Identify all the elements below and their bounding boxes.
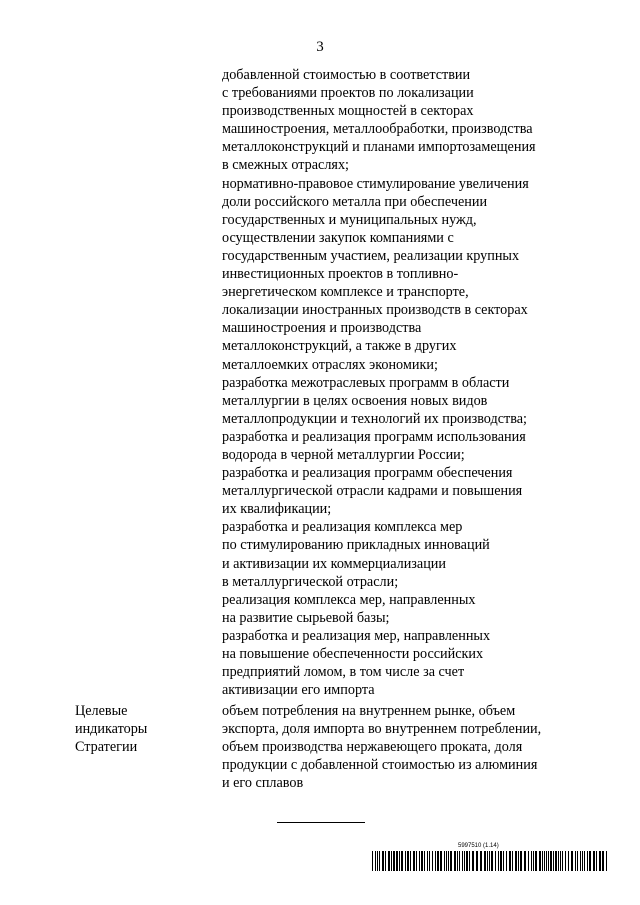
barcode-bar bbox=[606, 851, 607, 871]
barcode-bar bbox=[560, 851, 561, 871]
barcode-bar bbox=[375, 851, 376, 871]
barcode-bar bbox=[388, 851, 390, 871]
barcode-bar bbox=[399, 851, 400, 871]
barcode-bar bbox=[565, 851, 566, 871]
barcode-bar bbox=[424, 851, 425, 871]
text-line: активизации его импорта bbox=[222, 682, 375, 699]
page-number: 3 bbox=[316, 39, 324, 55]
barcode-bar bbox=[553, 851, 554, 871]
barcode-bar bbox=[509, 851, 511, 871]
barcode-bar bbox=[391, 851, 392, 871]
barcode-bar bbox=[542, 851, 543, 871]
barcode-bar bbox=[533, 851, 534, 871]
barcode-bar bbox=[575, 851, 576, 871]
indicators-label bbox=[75, 702, 215, 756]
barcode-bar bbox=[489, 851, 490, 871]
text-line: машиностроения, металлообработки, производства bbox=[222, 121, 533, 138]
closing-divider bbox=[277, 822, 365, 823]
barcode-bar bbox=[555, 851, 557, 871]
label-line: Целевые bbox=[75, 703, 128, 719]
label-line: индикаторы bbox=[75, 721, 148, 738]
barcode-bar bbox=[558, 851, 559, 871]
barcode-bar bbox=[413, 851, 415, 871]
text-line: разработка и реализация программ обеспечения bbox=[222, 465, 513, 482]
text-line: их квалификации; bbox=[222, 501, 332, 518]
text-line: металлургической отрасли кадрами и повышения bbox=[222, 483, 523, 500]
text-line: локализации иностранных производств в секторах bbox=[222, 302, 528, 319]
barcode-bar bbox=[512, 851, 513, 871]
text-line: разработка и реализация программ использования bbox=[222, 428, 526, 445]
barcode-bar bbox=[372, 851, 373, 871]
text-line: экспорта, доля импорта во внутреннем потреблении, bbox=[222, 721, 542, 738]
barcode-bar bbox=[469, 851, 470, 871]
barcode-bar bbox=[587, 851, 588, 871]
barcode-bar bbox=[464, 851, 465, 871]
barcode-bar bbox=[454, 851, 456, 871]
text-line: объем потребления на внутреннем рынке, объем bbox=[222, 703, 516, 719]
barcode-bar bbox=[577, 851, 578, 871]
barcode-bar bbox=[385, 851, 386, 871]
barcode-bar bbox=[450, 851, 452, 871]
barcode-bar bbox=[379, 851, 380, 871]
text-line: разработка и реализация мер, направленных bbox=[222, 627, 491, 644]
barcode-bar bbox=[550, 851, 552, 871]
barcode-bar bbox=[599, 851, 601, 871]
barcode-bar bbox=[602, 851, 604, 871]
barcode-bar bbox=[518, 851, 519, 871]
barcode-bar bbox=[506, 851, 507, 871]
barcode-bar bbox=[410, 851, 411, 871]
barcode-bar bbox=[437, 851, 439, 871]
text-line: государственным участием, реализации крупных bbox=[222, 247, 520, 264]
text-line: на развитие сырьевой базы; bbox=[222, 609, 390, 626]
barcode-bar bbox=[377, 851, 378, 871]
barcode-bar bbox=[432, 851, 433, 871]
text-line: добавленной стоимостью в соответствии bbox=[222, 67, 471, 83]
text-line: по стимулированию прикладных инноваций bbox=[222, 537, 490, 554]
barcode-bar bbox=[401, 851, 403, 871]
barcode-bar bbox=[429, 851, 430, 871]
barcode-bar bbox=[435, 851, 436, 871]
text-line: водорода в черной металлургии России; bbox=[222, 446, 465, 463]
text-line: доли российского металла при обеспечении bbox=[222, 193, 488, 210]
text-line: в металлургической отрасли; bbox=[222, 573, 399, 590]
barcode-bar bbox=[524, 851, 526, 871]
text-line: металлоконструкций, а также в других bbox=[222, 338, 457, 355]
text-line: разработка и реализация комплекса мер bbox=[222, 519, 463, 536]
barcode-bar bbox=[589, 851, 591, 871]
barcode-bar bbox=[421, 851, 423, 871]
barcode-bar bbox=[568, 851, 569, 871]
barcode-bar bbox=[495, 851, 496, 871]
barcode-bar bbox=[466, 851, 468, 871]
text-line: реализация комплекса мер, направленных bbox=[222, 591, 476, 608]
barcode-bar bbox=[491, 851, 493, 871]
barcode-bar bbox=[396, 851, 398, 871]
measures-list bbox=[222, 66, 612, 699]
text-line: объем производства нержавеющего проката, доля bbox=[222, 739, 523, 756]
barcode-bar bbox=[446, 851, 447, 871]
text-line: предприятий ломом, в том числе за счет bbox=[222, 664, 465, 681]
text-line: производственных мощностей в секторах bbox=[222, 103, 474, 120]
text-line: продукции с добавленной стоимостью из алюминия bbox=[222, 757, 538, 774]
text-line: и его сплавов bbox=[222, 775, 304, 792]
barcode-bar bbox=[580, 851, 581, 871]
barcode-bar bbox=[528, 851, 529, 871]
barcode-bar bbox=[515, 851, 517, 871]
barcode-bar bbox=[427, 851, 428, 871]
barcode-bar bbox=[444, 851, 445, 871]
barcode-bar bbox=[476, 851, 478, 871]
label-line: Стратегии bbox=[75, 739, 138, 756]
text-line: энергетическом комплексе и транспорте, bbox=[222, 284, 469, 301]
barcode-bar bbox=[535, 851, 537, 871]
barcode-bar bbox=[584, 851, 585, 871]
barcode-bar bbox=[416, 851, 417, 871]
text-line: государственных и муниципальных нужд, bbox=[222, 211, 477, 228]
text-line: разработка межотраслевых программ в области bbox=[222, 374, 510, 391]
text-line: металлургии в целях освоения новых видов bbox=[222, 392, 488, 409]
barcode-bar bbox=[484, 851, 486, 871]
barcode-bar bbox=[548, 851, 549, 871]
barcode-bar bbox=[593, 851, 595, 871]
text-line: и активизации их коммерциализации bbox=[222, 555, 446, 572]
barcode-bar bbox=[596, 851, 597, 871]
barcode-bar bbox=[503, 851, 504, 871]
barcode-bar bbox=[480, 851, 482, 871]
barcode-bar bbox=[498, 851, 499, 871]
barcode-bar bbox=[539, 851, 541, 871]
text-line: с требованиями проектов по локализации bbox=[222, 85, 474, 102]
barcode-bar bbox=[393, 851, 395, 871]
barcode-bar bbox=[546, 851, 547, 871]
barcode-bar bbox=[582, 851, 583, 871]
barcode-bar bbox=[531, 851, 532, 871]
text-line: нормативно-правовое стимулирование увеличения bbox=[222, 175, 529, 192]
text-line: осуществлении закупок компаниями с bbox=[222, 229, 454, 246]
barcode-bar bbox=[500, 851, 502, 871]
barcode-bar bbox=[457, 851, 458, 871]
barcode-bar bbox=[459, 851, 460, 871]
text-line: машиностроения и производства bbox=[222, 320, 422, 337]
barcode-label: 5997510 (1.14) bbox=[458, 843, 499, 849]
barcode-bar bbox=[405, 851, 406, 871]
indicators-value bbox=[222, 702, 612, 792]
barcode-bar bbox=[448, 851, 449, 871]
barcode-bar bbox=[562, 851, 563, 871]
barcode bbox=[372, 851, 608, 871]
barcode-bar bbox=[544, 851, 545, 871]
barcode-bar bbox=[487, 851, 488, 871]
barcode-bar bbox=[571, 851, 573, 871]
text-line: металлопродукции и технологий их производства; bbox=[222, 410, 527, 427]
text-line: инвестиционных проектов в топливно- bbox=[222, 266, 459, 283]
barcode-bar bbox=[407, 851, 409, 871]
barcode-bar bbox=[419, 851, 420, 871]
text-line: металлоконструкций и планами импортозамещения bbox=[222, 139, 536, 156]
barcode-bar bbox=[440, 851, 442, 871]
text-line: металлоемких отраслях экономики; bbox=[222, 356, 438, 373]
text-line: в смежных отраслях; bbox=[222, 157, 349, 174]
barcode-bar bbox=[472, 851, 474, 871]
barcode-bar bbox=[382, 851, 384, 871]
barcode-bar bbox=[462, 851, 463, 871]
text-line: на повышение обеспеченности российских bbox=[222, 646, 484, 662]
barcode-bar bbox=[520, 851, 522, 871]
